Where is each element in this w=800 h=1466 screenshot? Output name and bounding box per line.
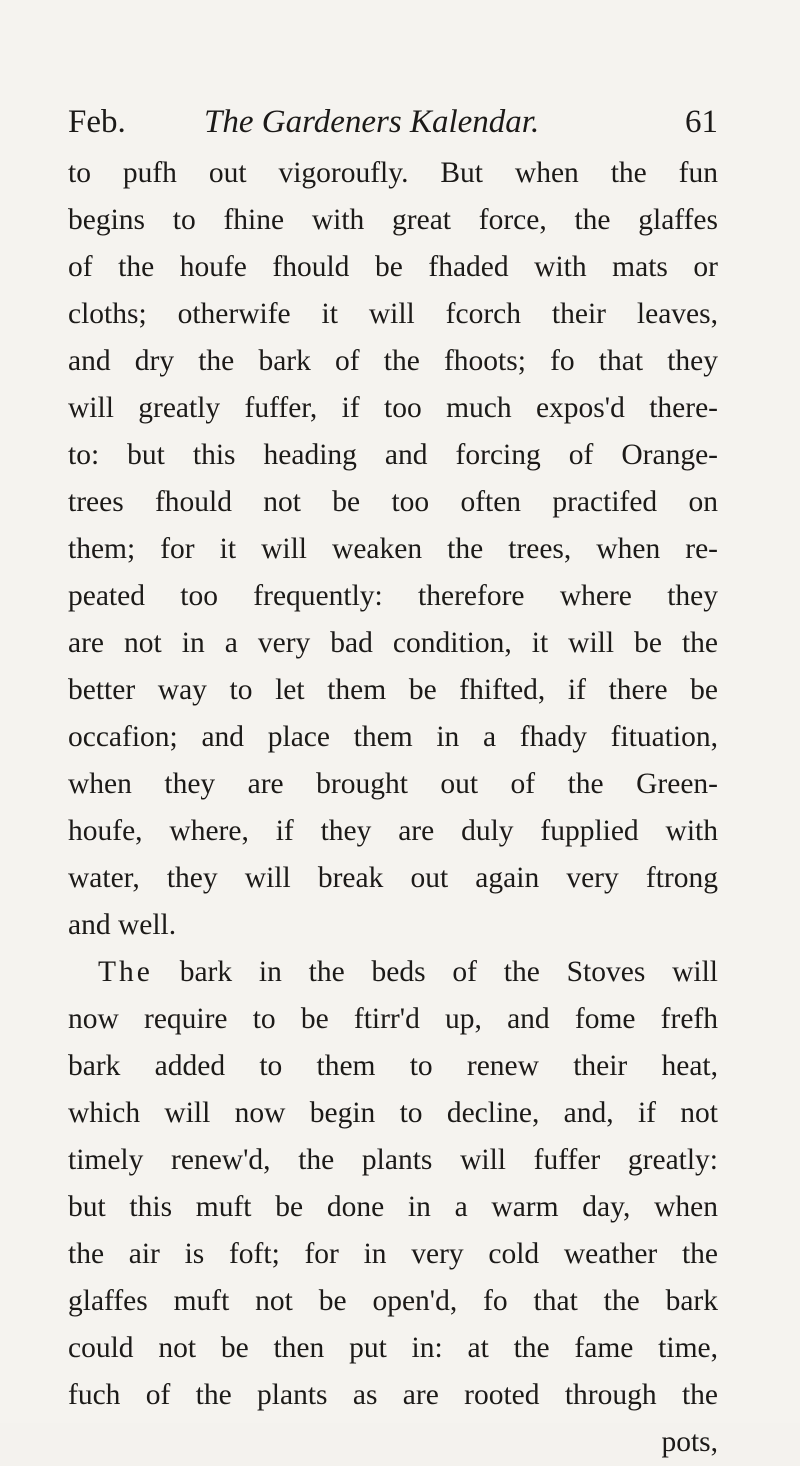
text-line: water, they will break out again very ftrong <box>68 862 718 894</box>
text-line: glaffes muft not be open'd, fo that the bark <box>68 1285 718 1317</box>
text-line: trees fhould not be too often practifed on <box>68 486 718 518</box>
text-line: are not in a very bad condition, it will be the <box>68 627 718 659</box>
text-line: could not be then put in: at the fame time, <box>68 1332 718 1364</box>
text-line: will greatly fuffer, if too much expos'd there- <box>68 392 718 424</box>
text-line: houfe, where, if they are duly fupplied with <box>68 815 718 847</box>
text-line: when they are brought out of the Green- <box>68 768 718 800</box>
text-line: begins to fhine with great force, the glaffes <box>68 204 718 236</box>
page-body <box>68 150 718 1466</box>
paragraph-lead-word: The <box>98 956 153 988</box>
text-line: peated too frequently: therefore where they <box>68 580 718 612</box>
text-line: timely renew'd, the plants will fuffer greatly: <box>68 1144 718 1176</box>
text-line: occafion; and place them in a fhady fituation, <box>68 721 718 753</box>
text-line: better way to let them be fhifted, if there be <box>68 674 718 706</box>
text-line: bark added to them to renew their heat, <box>68 1050 718 1082</box>
paragraph-start-line <box>68 949 718 996</box>
catchword: pots, <box>661 1426 718 1458</box>
text-line-remainder: bark in the beds of the Stoves will <box>179 956 718 988</box>
running-header <box>68 96 718 148</box>
page-number: 61 <box>685 104 718 140</box>
header-month: Feb. <box>68 104 126 140</box>
text-line: cloths; otherwife it will fcorch their leaves, <box>68 298 718 330</box>
text-line: but this muft be done in a warm day, when <box>68 1191 718 1223</box>
text-line: of the houfe fhould be fhaded with mats or <box>68 251 718 283</box>
text-line: and dry the bark of the fhoots; fo that they <box>68 345 718 377</box>
text-line: to pufh out vigoroufly. But when the fun <box>68 157 718 189</box>
text-line: them; for it will weaken the trees, when re- <box>68 533 718 565</box>
text-line: now require to be ftirr'd up, and fome frefh <box>68 1003 718 1035</box>
text-line: the air is foft; for in very cold weather the <box>68 1238 718 1270</box>
text-line: and well. <box>68 909 177 941</box>
text-line: fuch of the plants as are rooted through the <box>68 1379 718 1411</box>
header-title: The Gardeners Kalendar. <box>204 104 540 140</box>
text-line: to: but this heading and forcing of Orange- <box>68 439 718 471</box>
text-line: which will now begin to decline, and, if not <box>68 1097 718 1129</box>
